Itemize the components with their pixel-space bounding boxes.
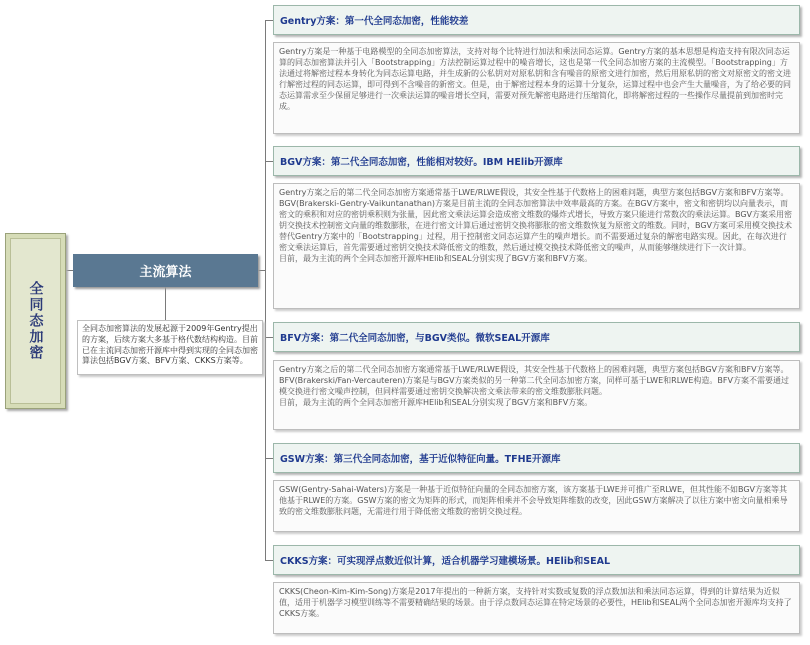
scheme-heading-label: BGV方案：第二代全同态加密，性能相对较好。IBM HElib开源库	[280, 157, 563, 168]
scheme-desc-gentry: Gentry方案是一种基于电路模型的全同态加密算法，支持对每个比特进行加法和乘法同态运算。Gentry方案的基本思想是构造支持有限次同态运算的同态加密算法并引入「Bootstrapping」方法控制运算过程中的噪音增长，这也是第一代全同态加密方案的主流模型。「Bootstrapping」方法通过将解密过程本身转化为同态运算电路，并生成新的公私钥对对原私钥和含有噪音的原密文进行加密，然后用原私钥的密文对原密文的密文进行解密过程的同态运算，即可得到不含噪音的新密文。但是，由于解密过程本身的运算十分复杂，运算过程中也会产生大量噪音，为了给必要的同态运算需求至少保留足够进行一次乘法运算的噪音增长空间，需要对预先解密电路进行压缩简化，即将解密过程的一些操作尽量提前到加密时完成。	[273, 42, 800, 134]
scheme-desc-gsw: GSW(Gentry-Sahai-Waters)方案是一种基于近似特征向量的全同态加密方案，该方案基于LWE并可推广至RLWE，但其性能不如BGV方案等其他基于RLWE的方案。GSW方案的密文为矩阵的形式，而矩阵相乘并不会导致矩阵维数的改变，因此GSW方案解决了以往方案中密文向量相乘导致的密文维数膨胀问题，无需进行用于降低密文维数的密钥交换过程。	[273, 480, 800, 532]
scheme-heading-label: Gentry方案：第一代全同态加密，性能较差	[280, 16, 469, 27]
scheme-heading-ckks[interactable]	[273, 545, 800, 575]
scheme-heading-label: GSW方案：第三代全同态加密，基于近似特征向量。TFHE开源库	[280, 454, 561, 465]
root-label: 全同态加密	[27, 281, 44, 361]
scheme-heading-gsw[interactable]	[273, 443, 800, 473]
branch-note: 全同态加密算法的发展起源于2009年Gentry提出的方案，后续方案大多基于格代数结构构造。目前已在主流同态加密开源库中得到实现的全同态加密算法包括BGV方案、BFV方案、CKKS方案等。	[77, 320, 263, 375]
scheme-heading-label: BFV方案：第二代全同态加密，与BGV类似。微软SEAL开源库	[280, 333, 550, 344]
branch-label: 主流算法	[139, 265, 192, 280]
scheme-desc-ckks: CKKS(Cheon-Kim-Kim-Song)方案是2017年提出的一种新方案，支持针对实数或复数的浮点数加法和乘法同态运算，得到的计算结果为近似值，适用于机器学习模型训练等不需要精确结果的场景。由于浮点数同态运算在特定场景的必要性，HElib和SEAL两个全同态加密开源库均支持了CKKS方案。	[273, 582, 800, 634]
scheme-heading-label: CKKS方案：可实现浮点数近似计算，适合机器学习建模场景。HElib和SEAL	[280, 556, 611, 567]
branch-node-mainstream[interactable]	[73, 254, 258, 287]
scheme-heading-bfv[interactable]	[273, 322, 800, 352]
scheme-desc-bgv: Gentry方案之后的第二代全同态加密方案通常基于LWE/RLWE假设，其安全性基于代数格上的困难问题，典型方案包括BGV方案和BFV方案等。 BGV(Brakerski-Gentry-Vaikuntanathan)方案是目前主流的全同态加密算法中效率最高的方案。在BGV方案中，密文和密钥均以向量表示，而密文的乘积和对应的密钥乘积则为张量，因此密文乘法运算会造成密文维数的爆炸式增长，导致方案只能进行常数次的乘法运算。BGV方案采用密钥交换技术控制密文向量的维数膨胀，在进行密文计算后通过密钥交换将膨胀的密文维数恢复为原密文的维数。同时，BGV方案可采用模交换技术替代Gentry方案中的「Bootstrapping」过程，用于控制密文同态运算产生的噪声增长。而不需要通过复杂的解密电路实现。因此，在每次进行密文乘法运算后，首先需要通过密钥交换技术降低密文的维数，然后通过模交换技术降低密文的噪声，从而能够继续进行下一次计算。 目前，最为主流的两个全同态加密开源库HElib和SEAL分别实现了BGV方案和BFV方案。	[273, 183, 800, 309]
scheme-heading-bgv[interactable]	[273, 146, 800, 176]
root-node[interactable]	[5, 233, 66, 409]
scheme-desc-bfv: Gentry方案之后的第二代全同态加密方案通常基于LWE/RLWE假设，其安全性基于代数格上的困难问题，典型方案包括BGV方案和BFV方案等。 BFV(Brakerski/Fan-Vercauteren)方案是与BGV方案类似的另一种第二代全同态加密方案，同样可基于LWE和RLWE构造。BFV方案不需要通过模交换进行密文噪声控制，但同样需要通过密钥交换解决密文乘法带来的密文维数膨胀问题。 目前，最为主流的两个全同态加密开源库HElib和SEAL分别实现了BGV方案和BFV方案。	[273, 360, 800, 430]
scheme-heading-gentry[interactable]	[273, 5, 800, 35]
